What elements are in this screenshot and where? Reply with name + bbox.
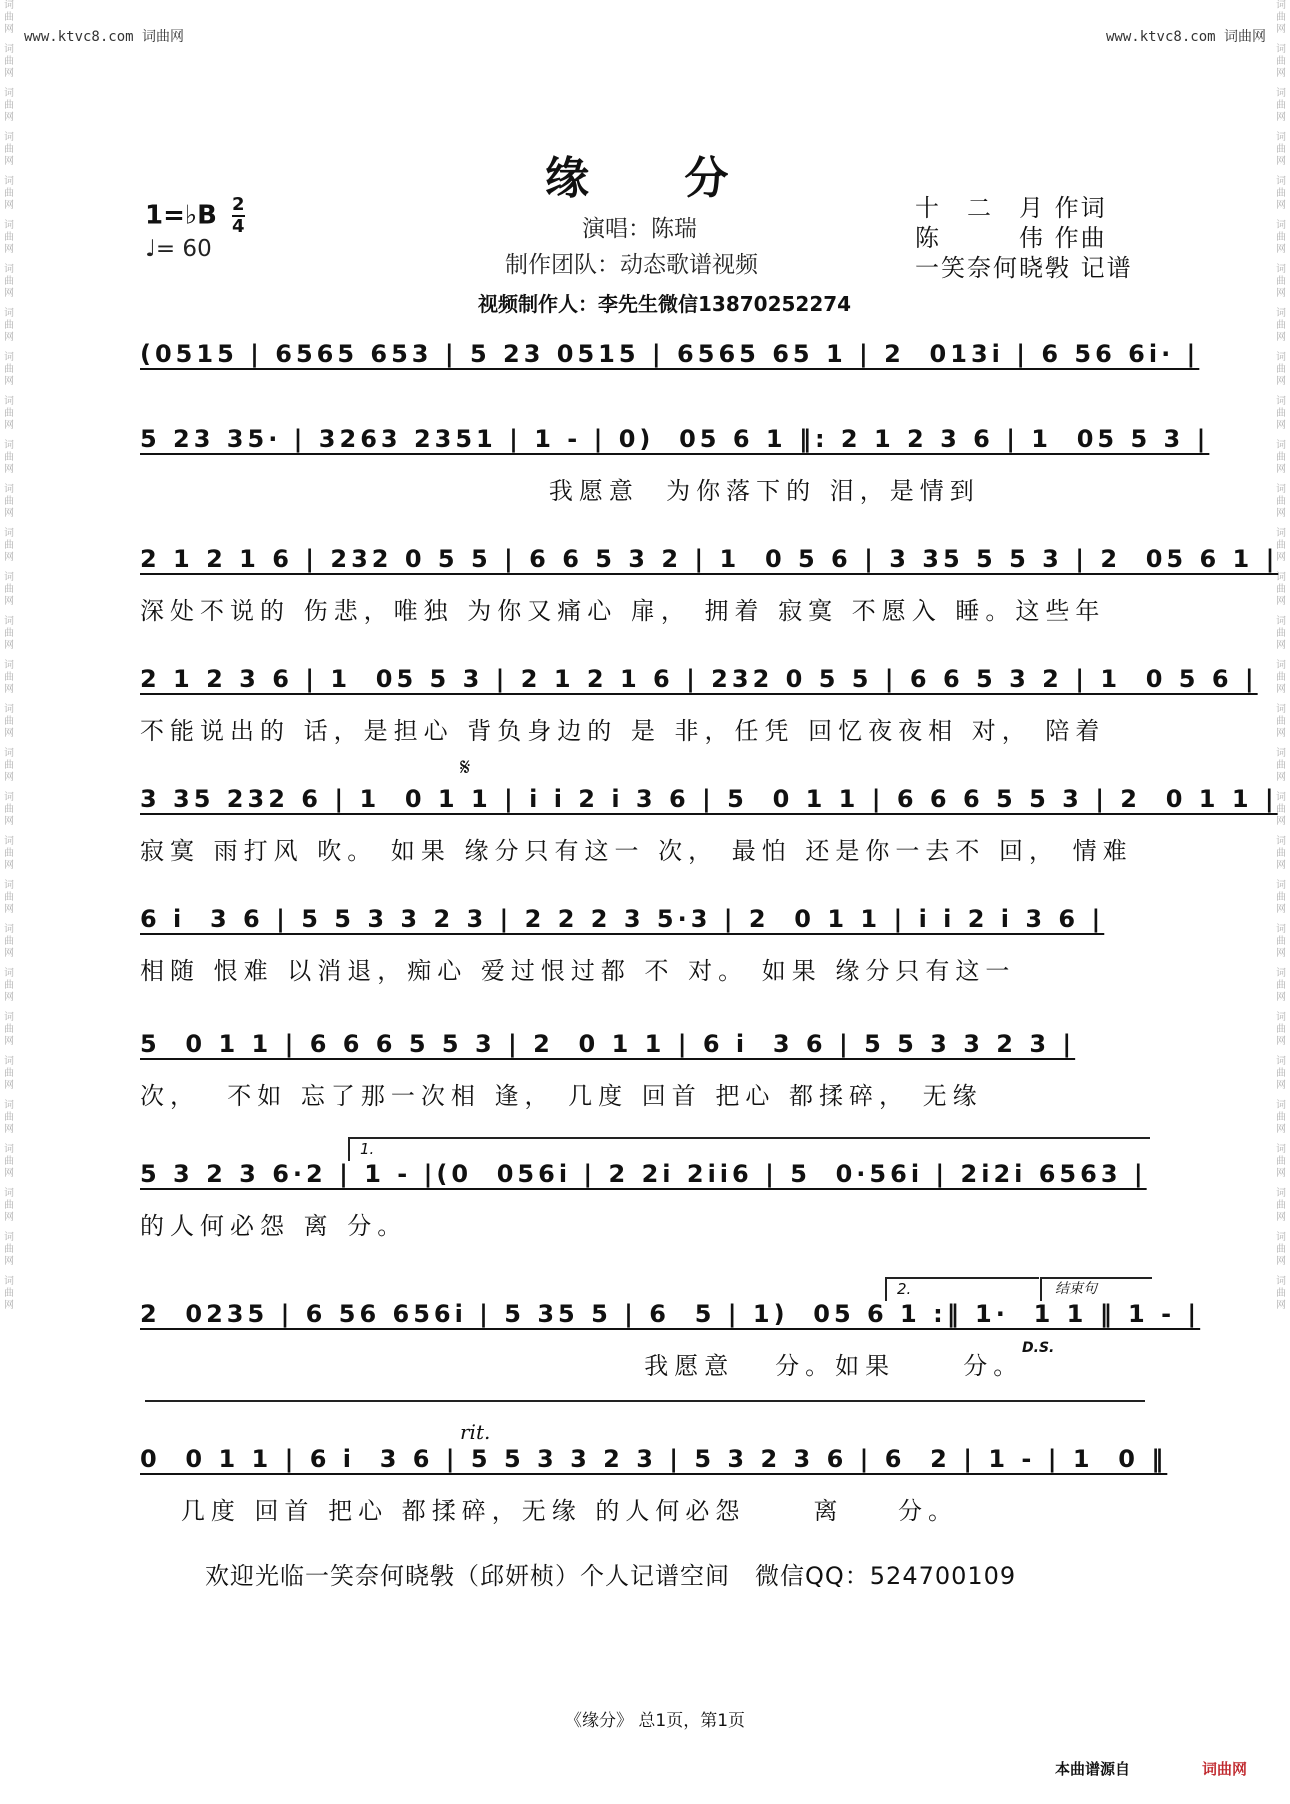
watermark-text: 词曲网 [4, 1188, 14, 1223]
score-notes: 6 i 3 6 | 5 5 3 3 2 3 | 2 2 2 3 5·3 | 2 0 1 1 | i i 2 i 3 6 | [140, 905, 1105, 933]
watermark-text: 词曲网 [1276, 264, 1286, 299]
watermark-text: 词曲网 [4, 616, 14, 651]
watermark-text: 词曲网 [4, 1100, 14, 1135]
watermark-text: 词曲网 [4, 968, 14, 1003]
score-lyrics: 我愿意 分。如果 分。 [140, 1352, 1024, 1380]
watermark-text: 词曲网 [4, 264, 14, 299]
rit-mark: rit. [460, 1420, 491, 1444]
watermark-text: 词曲网 [1276, 572, 1286, 607]
welcome-note: 欢迎光临一笑奈何晓斅（邱妍桢）个人记谱空间 微信QQ：524700109 [205, 1562, 1017, 1590]
watermark-text: 词曲网 [1276, 528, 1286, 563]
watermark-text: 词曲网 [1276, 616, 1286, 651]
watermark-text: 词曲网 [4, 1056, 14, 1091]
watermark-text: 词曲网 [1276, 1144, 1286, 1179]
watermark-text: 词曲网 [4, 572, 14, 607]
watermark-text: 词曲网 [1276, 484, 1286, 519]
score-line [140, 1160, 1150, 1240]
time-bottom: 4 [232, 216, 245, 237]
watermark-text: 词曲网 [4, 396, 14, 431]
watermark-text: 词曲网 [4, 660, 14, 695]
score-lyrics: 次， 不如 忘了那一次相 逢， 几度 回首 把心 都揉碎， 无缘 [140, 1082, 983, 1110]
watermark-text: 词曲网 [4, 748, 14, 783]
watermark-text: 词曲网 [4, 1232, 14, 1267]
watermark-text: 词曲网 [4, 792, 14, 827]
system-rule [145, 1400, 1145, 1402]
page-number: 《缘分》 总1页，第1页 [565, 1711, 746, 1731]
left-watermark-strip [0, 0, 18, 1804]
right-watermark-strip [1272, 0, 1290, 1804]
watermark-text: 词曲网 [4, 88, 14, 123]
key-label: 1=♭B [145, 200, 217, 231]
score-lyrics: 的人何必怨 离 分。 [140, 1212, 408, 1240]
key-signature [145, 195, 245, 237]
watermark-text: 词曲网 [4, 880, 14, 915]
score-notes: 2 0235 | 6 56 656i | 5 35 5 | 6 5 | 1) 05 6 1 :‖ 1· 1 1 ‖ 1 - | [140, 1300, 1201, 1328]
watermark-text: 词曲网 [1276, 880, 1286, 915]
watermark-text: 词曲网 [1276, 308, 1286, 343]
watermark-text: 词曲网 [4, 176, 14, 211]
watermark-text: 词曲网 [4, 484, 14, 519]
watermark-text: 词曲网 [1276, 88, 1286, 123]
volta-2-label: 2. [897, 1280, 912, 1298]
segno-mark: 𝄋 [460, 753, 471, 781]
watermark-text: 词曲网 [1276, 440, 1286, 475]
transcriber: 一笑奈何晓斅 记谱 [915, 254, 1133, 282]
score-notes: 2 1 2 1 6 | 232 0 5 5 | 6 6 5 3 2 | 1 0 5 6 | 3 35 5 5 3 | 2 05 6 1 | [140, 545, 1279, 573]
ending-label: 结束句 [1055, 1281, 1097, 1297]
watermark-text: 词曲网 [1276, 1232, 1286, 1267]
score-line [140, 1445, 1168, 1525]
score-line [140, 785, 1278, 865]
score-line [140, 545, 1279, 625]
score-lyrics: 几度 回首 把心 都揉碎，无缘 的人何必怨 离 分。 [140, 1497, 959, 1525]
watermark-text: 词曲网 [1276, 968, 1286, 1003]
score-lyrics: 相随 恨难 以消退，痴心 爱过恨过都 不 对。 如果 缘分只有这一 [140, 957, 1016, 985]
watermark-text: 词曲网 [1276, 1012, 1286, 1047]
watermark-text: 词曲网 [1276, 352, 1286, 387]
score-lyrics: 寂寞 雨打风 吹。 如果 缘分只有这一 次， 最怕 还是你一去不 回， 情难 [140, 837, 1133, 865]
watermark-text: 词曲网 [1276, 1276, 1286, 1311]
watermark-text: 词曲网 [1276, 176, 1286, 211]
ds-mark: D.S. [1022, 1340, 1055, 1356]
production-team: 制作团队：动态歌谱视频 [505, 252, 758, 278]
score-line [140, 340, 1200, 384]
watermark-text: 词曲网 [1276, 0, 1286, 35]
score-notes: 5 3 2 3 6·2 | 1 - |(0 056i | 2 2i 2ii6 | 5 0·56i | 2i2i 6563 | [140, 1160, 1147, 1188]
song-title: 缘 分 [545, 153, 769, 204]
watermark-text: 词曲网 [4, 836, 14, 871]
score-line [140, 425, 1210, 505]
lyricist: 十 二 月 作词 [915, 194, 1107, 222]
watermark-text: 词曲网 [4, 352, 14, 387]
score-lyrics: 不能说出的 话，是担心 背负身边的 是 非，任凭 回忆夜夜相 对， 陪着 [140, 717, 1106, 745]
watermark-text: 词曲网 [1276, 660, 1286, 695]
score-lyrics: 深处不说的 伤悲，唯独 为你又痛心 扉， 拥着 寂寞 不愿入 睡。这些年 [140, 597, 1106, 625]
watermark-text: 词曲网 [1276, 44, 1286, 79]
watermark-text: 词曲网 [1276, 704, 1286, 739]
watermark-text: 词曲网 [1276, 748, 1286, 783]
score-line [140, 1030, 1150, 1110]
score-notes: (0515 | 6565 653 | 5 23 0515 | 6565 65 1 | 2 013i | 6 56 6i· | [140, 340, 1200, 368]
header-site-right[interactable]: www.ktvc8.com 词曲网 [1105, 29, 1266, 45]
watermark-text: 词曲网 [4, 220, 14, 255]
composer: 陈 伟 作曲 [915, 224, 1107, 252]
video-maker: 视频制作人：李先生微信13870252274 [478, 292, 852, 316]
watermark-text: 词曲网 [1276, 792, 1286, 827]
volta-1-label: 1. [360, 1140, 375, 1158]
watermark-text: 词曲网 [4, 704, 14, 739]
score-notes: 0 0 1 1 | 6 i 3 6 | 5 5 3 3 2 3 | 5 3 2 3 6 | 6 2 | 1 - | 1 0 ‖ [140, 1445, 1168, 1473]
watermark-text: 词曲网 [4, 1144, 14, 1179]
watermark-text: 词曲网 [1276, 1100, 1286, 1135]
watermark-text: 词曲网 [4, 44, 14, 79]
watermark-text: 词曲网 [4, 1012, 14, 1047]
header-site-left[interactable]: www.ktvc8.com 词曲网 [24, 29, 185, 45]
source-brand-link[interactable]: 词曲网 [1202, 1760, 1248, 1778]
score-lyrics: 我愿意 为你落下的 泪，是情到 [140, 477, 980, 505]
score-line [140, 665, 1258, 745]
watermark-text: 词曲网 [1276, 924, 1286, 959]
volta-1-bracket [348, 1137, 1150, 1161]
watermark-text: 词曲网 [4, 440, 14, 475]
watermark-text: 词曲网 [4, 924, 14, 959]
watermark-text: 词曲网 [1276, 396, 1286, 431]
score-line [140, 905, 1150, 985]
score-notes: 5 0 1 1 | 6 6 6 5 5 3 | 2 0 1 1 | 6 i 3 6 | 5 5 3 3 2 3 | [140, 1030, 1076, 1058]
score-notes: 2 1 2 3 6 | 1 05 5 3 | 2 1 2 1 6 | 232 0 5 5 | 6 6 5 3 2 | 1 0 5 6 | [140, 665, 1258, 693]
tempo: ♩= 60 [145, 236, 212, 262]
watermark-text: 词曲网 [1276, 1188, 1286, 1223]
watermark-text: 词曲网 [4, 132, 14, 167]
score-notes: 3 35 232 6 | 1 0 1 1 | i i 2 i 3 6 | 5 0 1 1 | 6 6 6 5 5 3 | 2 0 1 1 | [140, 785, 1278, 813]
watermark-text: 词曲网 [1276, 220, 1286, 255]
watermark-text: 词曲网 [4, 1276, 14, 1311]
score-notes: 5 23 35· | 3263 2351 | 1 - | 0) 05 6 1 ‖: 2 1 2 3 6 | 1 05 5 3 | [140, 425, 1210, 453]
watermark-text: 词曲网 [4, 528, 14, 563]
source-label: 本曲谱源自 [1055, 1760, 1131, 1778]
time-top: 2 [232, 194, 245, 215]
time-signature [232, 195, 245, 237]
watermark-text: 词曲网 [4, 308, 14, 343]
watermark-text: 词曲网 [4, 0, 14, 35]
watermark-text: 词曲网 [1276, 1056, 1286, 1091]
watermark-text: 词曲网 [1276, 836, 1286, 871]
watermark-text: 词曲网 [1276, 132, 1286, 167]
singer: 演唱：陈瑞 [582, 216, 697, 242]
